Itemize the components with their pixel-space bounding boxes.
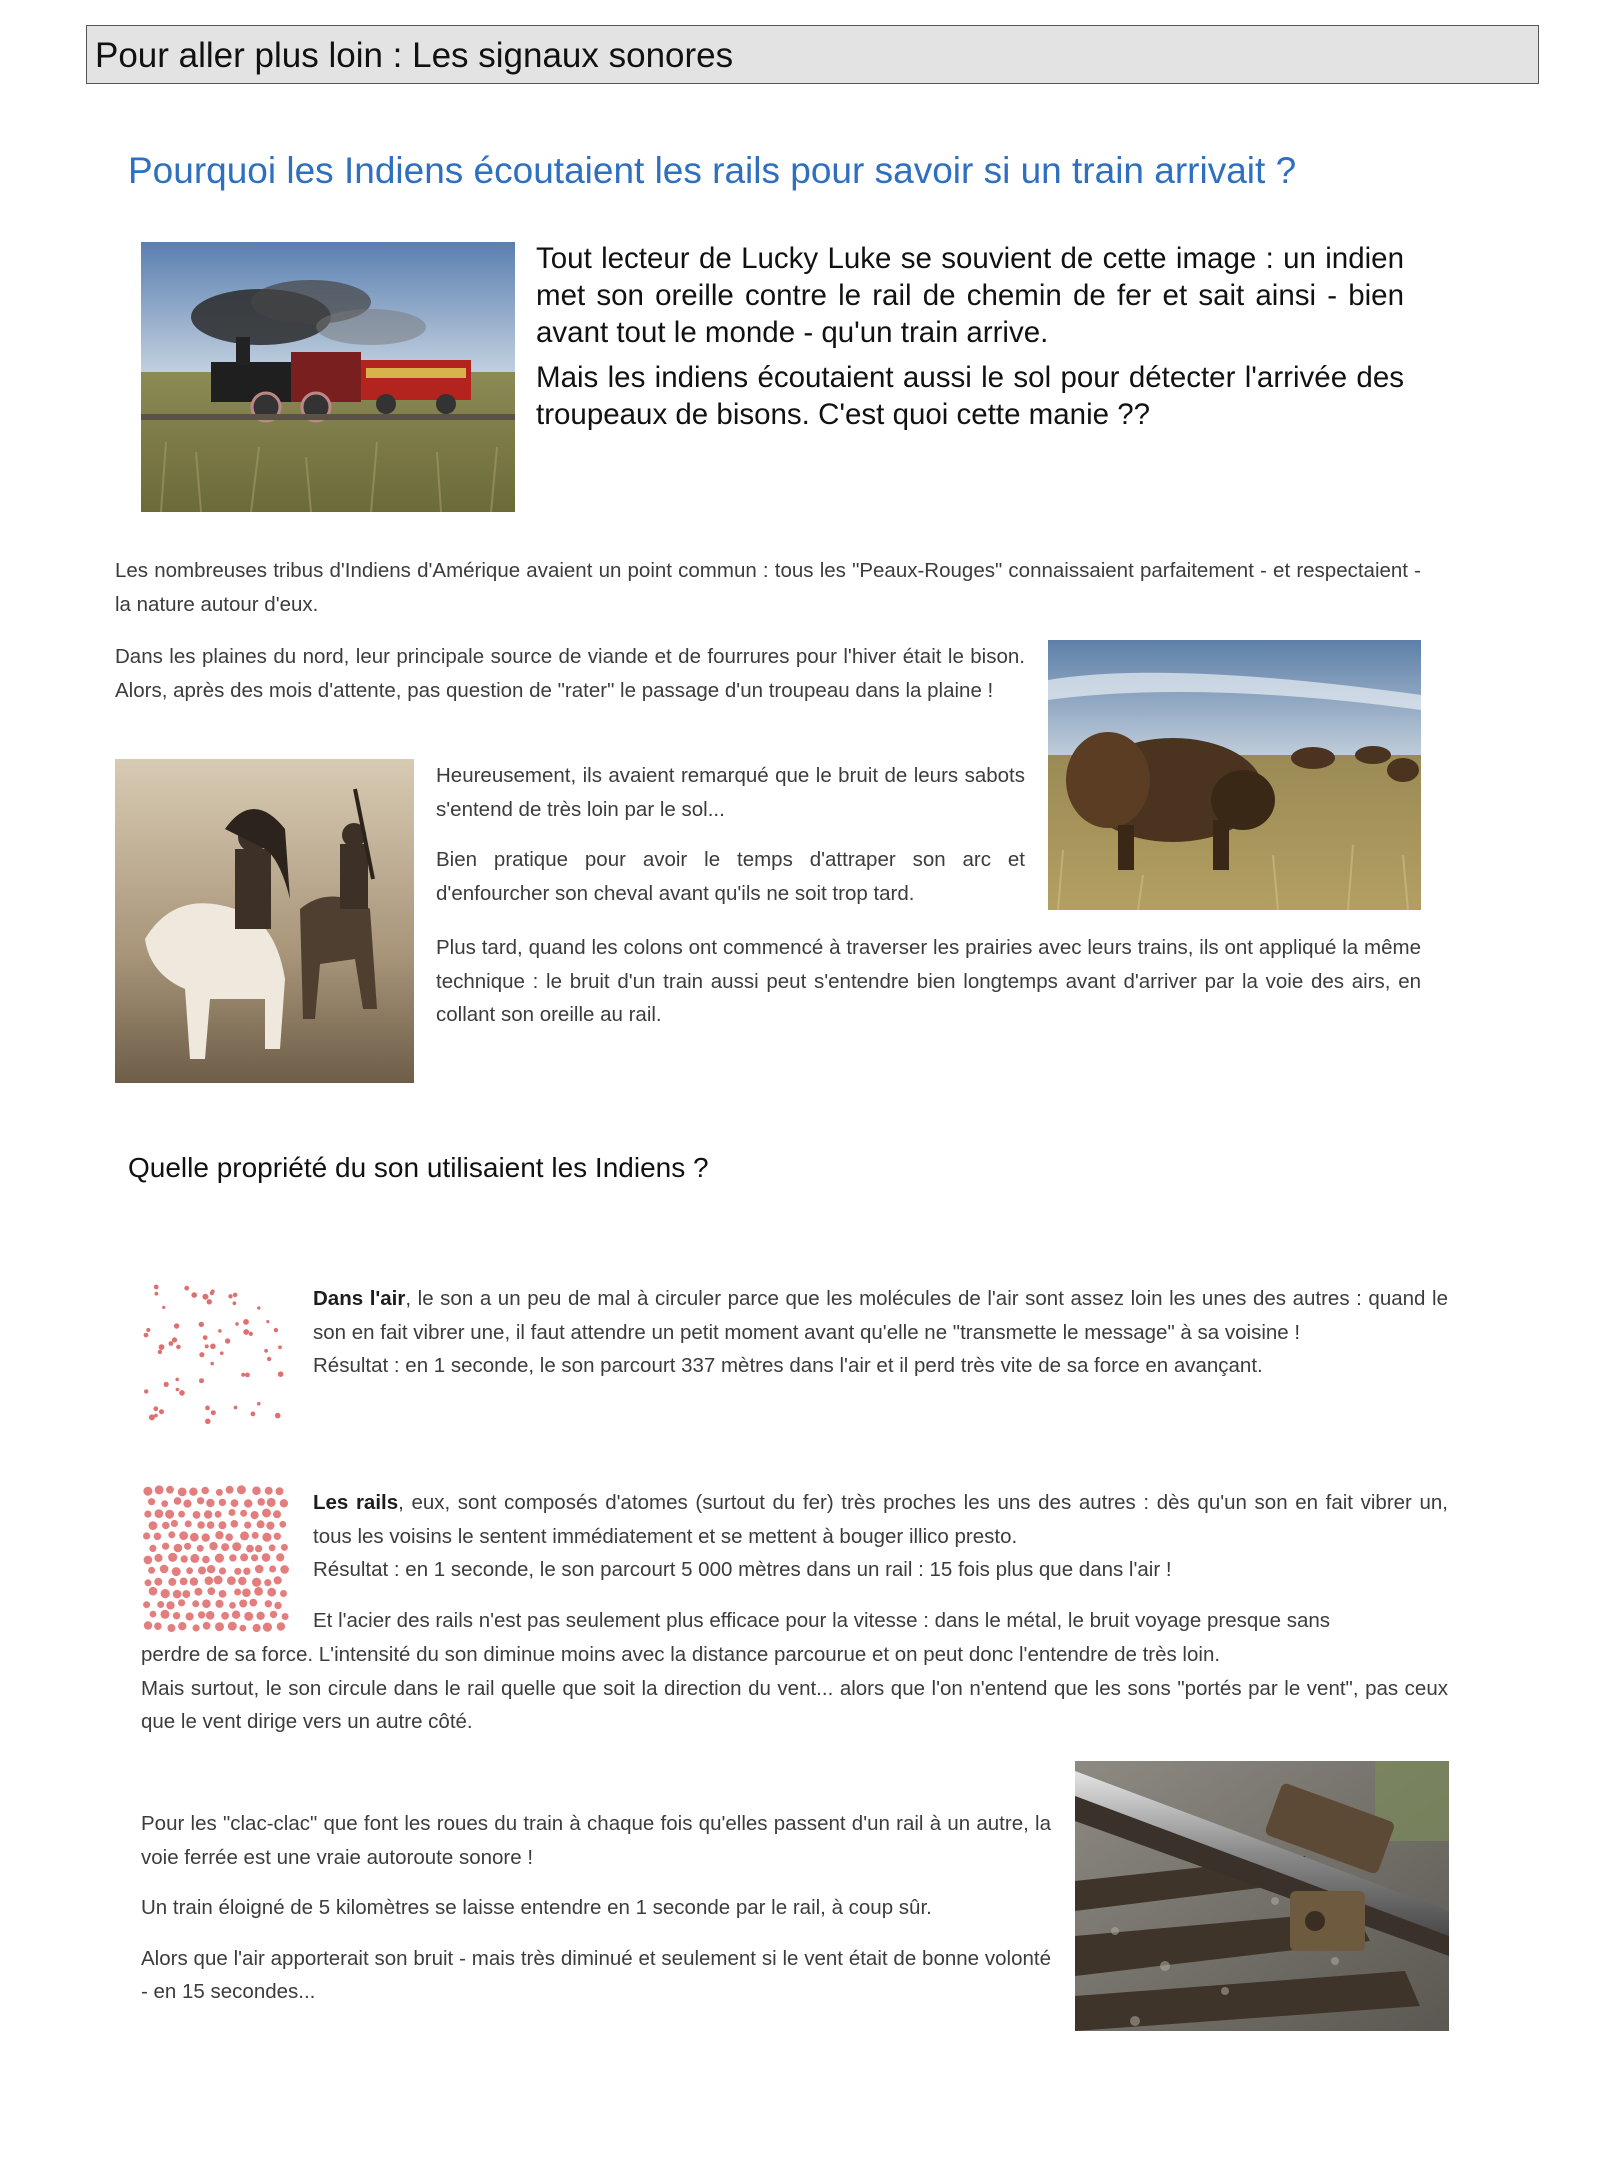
rail-atom — [255, 1545, 262, 1552]
rails-label: Les rails — [313, 1491, 399, 1514]
air-molecule — [146, 1328, 150, 1332]
rail-atom — [155, 1509, 164, 1518]
air-molecule — [249, 1332, 253, 1336]
rail-atom — [207, 1565, 215, 1573]
rail-track-photo — [1075, 1761, 1449, 2031]
rail-atom — [215, 1600, 223, 1608]
rail-atom — [185, 1520, 192, 1527]
air-molecule — [191, 1292, 197, 1298]
air-molecule — [211, 1410, 216, 1415]
paragraph-steel-first-line — [313, 1604, 1448, 1638]
rail-atom — [172, 1567, 181, 1576]
air-molecule — [278, 1345, 282, 1349]
rail-atom — [253, 1624, 261, 1632]
rail-atom — [226, 1486, 234, 1494]
rail-atom — [154, 1533, 162, 1541]
air-molecule — [172, 1337, 177, 1342]
paragraph-tribes — [115, 554, 1421, 638]
rail-atom — [178, 1511, 185, 1518]
rail-atom — [238, 1577, 246, 1585]
paragraph-air — [313, 1282, 1448, 1383]
rail-atom — [161, 1500, 168, 1507]
rail-atom — [144, 1556, 153, 1565]
rail-atom — [240, 1531, 249, 1540]
rail-atom — [277, 1622, 285, 1630]
rail-atom — [197, 1521, 205, 1529]
rail-atom — [179, 1531, 188, 1540]
rail-atom — [143, 1532, 150, 1539]
air-molecule — [176, 1345, 181, 1350]
air-molecule — [205, 1406, 210, 1411]
air-label: Dans l'air — [313, 1287, 406, 1310]
rail-atom — [182, 1590, 190, 1598]
rail-atom — [251, 1511, 259, 1519]
rail-atom — [157, 1601, 164, 1608]
rail-atom — [184, 1543, 191, 1550]
air-molecule — [278, 1371, 284, 1377]
rail-atom — [215, 1531, 223, 1539]
rail-atom — [269, 1566, 276, 1573]
air-molecule — [267, 1357, 271, 1361]
bison-photo — [1048, 640, 1421, 910]
rail-atom — [207, 1587, 215, 1595]
air-molecule — [257, 1306, 260, 1309]
rail-atom — [154, 1554, 162, 1562]
rail-atom — [167, 1624, 175, 1632]
rail-atom — [143, 1601, 150, 1608]
rail-atom — [252, 1532, 259, 1539]
rail-atom — [279, 1521, 286, 1528]
rail-atom — [280, 1499, 288, 1507]
rail-atom — [243, 1568, 250, 1575]
air-molecule — [228, 1294, 232, 1298]
rail-atom — [198, 1567, 206, 1575]
rail-atom — [229, 1602, 236, 1609]
rail-atom — [231, 1520, 239, 1528]
air-molecule — [155, 1292, 159, 1296]
air-molecule — [154, 1285, 159, 1290]
rail-atom — [256, 1612, 264, 1620]
rail-atom — [219, 1567, 226, 1574]
indians-on-horses-photo — [115, 759, 414, 1083]
rail-atom — [166, 1486, 174, 1494]
rail-atom — [255, 1565, 264, 1574]
rail-atom — [144, 1621, 152, 1629]
air-molecule — [149, 1414, 155, 1420]
rail-atom — [162, 1522, 169, 1529]
rail-atom — [202, 1533, 210, 1541]
rails-result: Résultat : en 1 seconde, le son parcourt 5 000 mètres dans un rail : 15 fois plus que dans l'air ! — [313, 1558, 1172, 1581]
rail-atom — [193, 1624, 200, 1631]
air-molecule — [225, 1338, 230, 1343]
rail-atom — [202, 1556, 210, 1564]
rail-atom — [207, 1521, 215, 1529]
paragraph-text: Heureusement, ils avaient remarqué que le bruit de leurs sabots s'entend de très loin par le sol... — [436, 764, 1025, 821]
rail-atom — [216, 1489, 223, 1496]
air-molecule — [144, 1389, 148, 1393]
air-molecule — [233, 1293, 238, 1298]
rail-atom — [214, 1576, 223, 1585]
rail-atom — [197, 1497, 204, 1504]
rail-atom — [190, 1533, 199, 1542]
rail-atom — [189, 1488, 197, 1496]
rail-atom — [270, 1611, 277, 1618]
rail-atom — [198, 1611, 205, 1618]
rail-atom — [262, 1553, 271, 1562]
rail-atom — [262, 1509, 271, 1518]
air-molecule — [153, 1406, 158, 1411]
paragraph-hooves — [436, 759, 1025, 927]
rail-atom — [257, 1520, 265, 1528]
rail-atom — [225, 1533, 233, 1541]
air-molecule — [235, 1322, 239, 1326]
rail-atom — [244, 1522, 251, 1529]
rail-atom — [274, 1533, 281, 1540]
air-result: Résultat : en 1 seconde, le son parcourt 337 mètres dans l'air et il perd très vite de sa force en avançant. — [313, 1354, 1263, 1377]
rail-atom — [209, 1542, 217, 1550]
rail-atom — [263, 1623, 272, 1632]
rail-atom — [161, 1610, 170, 1619]
air-molecule — [264, 1349, 268, 1353]
rail-atom — [234, 1589, 241, 1596]
rail-atom — [206, 1611, 215, 1620]
rail-atom — [221, 1612, 229, 1620]
paragraph-text: Pour les "clac-clac" que font les roues du train à chaque fois qu'elles passent d'un rail à un autre, la voie ferrée est une vraie autoroute sonore ! — [141, 1812, 1051, 1869]
rail-atom — [173, 1590, 182, 1599]
rail-atom — [168, 1553, 177, 1562]
paragraph-text: Les nombreuses tribus d'Indiens d'Amérique avaient un point commun : tous les "Peaux-Rouges" connaissaient parfaitement - et respectaient - la nature autour d'eux. — [115, 559, 1421, 616]
rail-atoms-diagram — [141, 1485, 289, 1635]
rail-atom — [267, 1588, 276, 1597]
rail-atom — [280, 1590, 287, 1597]
train-photo — [141, 242, 515, 512]
rail-atom — [234, 1568, 241, 1575]
rail-atom — [190, 1577, 198, 1585]
rail-atom — [257, 1498, 265, 1506]
rail-atom — [232, 1611, 240, 1619]
air-molecule — [199, 1378, 204, 1383]
rail-atom — [173, 1612, 180, 1619]
air-molecule — [274, 1328, 278, 1332]
rail-atom — [251, 1554, 258, 1561]
air-molecule — [218, 1329, 222, 1333]
air-molecule — [202, 1294, 208, 1300]
rail-atom — [244, 1612, 253, 1621]
rail-atom — [219, 1499, 226, 1506]
air-molecule — [245, 1373, 250, 1378]
air-molecule — [207, 1299, 212, 1304]
rail-atom — [239, 1600, 247, 1608]
rail-atom — [174, 1497, 182, 1505]
rail-atom — [194, 1588, 202, 1596]
air-molecule — [243, 1319, 249, 1325]
rail-atom — [204, 1510, 212, 1518]
rail-atom — [143, 1487, 152, 1496]
rail-atom — [148, 1498, 155, 1505]
paragraph-steel — [141, 1638, 1448, 1739]
air-molecule — [205, 1344, 209, 1348]
rail-atom — [165, 1510, 174, 1519]
paragraph-text: Alors que l'air apporterait son bruit - mais très diminué et seulement si le vent était de bonne volonté - en 15 secondes... — [141, 1946, 1051, 2003]
air-molecule — [154, 1414, 158, 1418]
rail-atom — [144, 1511, 151, 1518]
paragraph-text: Plus tard, quand les colons ont commencé à traverser les prairies avec leurs trains, ils ont appliqué la même technique : le bruit d'un train aussi peut s'entendre bien longtemps avant d'arriver par la voie des airs, en collant son oreille au rail. — [436, 936, 1421, 1026]
rail-atom — [273, 1510, 281, 1518]
rail-atom — [186, 1612, 194, 1620]
intro-paragraph: Mais les indiens écoutaient aussi le sol pour détecter l'arrivée des troupeaux de bisons. C'est quoi cette manie ?? — [536, 361, 1404, 431]
rail-atom — [252, 1578, 261, 1587]
air-molecule — [241, 1373, 245, 1377]
air-text: , le son a un peu de mal à circuler parce que les molécules de l'air sont assez loin les unes des autres : quand le son en fait vibrer une, il faut attendre un petit moment avant qu'elle ne "transmette le message" à sa voisine ! — [313, 1287, 1448, 1344]
rail-atom — [162, 1543, 169, 1550]
rail-atom — [240, 1553, 248, 1561]
rail-atom — [180, 1578, 188, 1586]
air-molecule — [210, 1291, 214, 1295]
rail-atom — [254, 1587, 263, 1596]
air-molecule — [266, 1320, 269, 1323]
rail-atom — [262, 1533, 271, 1542]
intro-paragraph: Tout lecteur de Lucky Luke se souvient de cette image : un indien met son oreille contre le rail de chemin de fer et sait ainsi - bien avant tout le monde - qu'un train arrive. — [536, 242, 1404, 349]
air-molecule — [162, 1306, 165, 1309]
rail-atom — [166, 1601, 174, 1609]
air-molecule — [179, 1390, 185, 1396]
air-molecule — [164, 1382, 169, 1387]
air-molecule — [257, 1402, 261, 1406]
air-molecule — [176, 1388, 180, 1392]
rail-atom — [215, 1511, 222, 1518]
rail-atom — [149, 1521, 158, 1530]
paragraph-text: Bien pratique pour avoir le temps d'attraper son arc et d'enfourcher son cheval avant qu'ils ne soit trop tard. — [436, 848, 1025, 905]
rail-atom — [190, 1554, 199, 1563]
air-molecule — [251, 1412, 256, 1417]
rail-atom — [205, 1576, 214, 1585]
air-molecule — [233, 1301, 237, 1305]
rail-atom — [186, 1567, 193, 1574]
rail-atom — [149, 1545, 156, 1552]
rail-atom — [148, 1567, 155, 1574]
rail-atom — [174, 1544, 183, 1553]
rail-atom — [265, 1600, 272, 1607]
rail-atom — [229, 1509, 236, 1516]
steel-text: Et l'acier des rails n'est pas seulement plus efficace pour la vitesse : dans le métal, le bruit voyage presque sans — [313, 1609, 1331, 1632]
rail-atom — [276, 1553, 284, 1561]
rail-atom — [221, 1543, 229, 1551]
rail-atom — [161, 1589, 170, 1598]
rail-atom — [154, 1578, 162, 1586]
air-molecule — [199, 1322, 204, 1327]
rail-atom — [237, 1485, 246, 1494]
rail-atom — [228, 1622, 237, 1631]
paragraph-clac-clac — [141, 1807, 1051, 2026]
air-molecule — [210, 1344, 216, 1350]
rail-atom — [280, 1565, 289, 1574]
air-molecule — [234, 1406, 238, 1410]
paragraph-text: Un train éloigné de 5 kilomètres se laisse entendre en 1 seconde par le rail, à coup sûr. — [141, 1896, 932, 1919]
rail-atom — [171, 1520, 178, 1527]
rail-atom — [160, 1565, 169, 1574]
rail-atom — [178, 1599, 185, 1606]
rail-atom — [193, 1511, 201, 1519]
rail-atom — [192, 1600, 199, 1607]
rail-atom — [240, 1510, 247, 1517]
air-molecule — [158, 1350, 162, 1354]
rail-atom — [178, 1622, 186, 1630]
section-title: Quelle propriété du son utilisaient les Indiens ? — [128, 1152, 709, 1183]
air-molecule — [175, 1378, 179, 1382]
rail-atom — [276, 1487, 284, 1495]
rail-atom — [219, 1590, 227, 1598]
paragraph-rails — [313, 1486, 1448, 1587]
rail-atom — [244, 1499, 252, 1507]
air-molecule — [169, 1341, 174, 1346]
rails-text: , eux, sont composés d'atomes (surtout du fer) très proches les uns des autres : dès qu'un son en fait vibrer un, tous les voisins le sentent immédiatement et se mettent à bouger illico presto. — [313, 1491, 1448, 1548]
air-molecule — [210, 1362, 214, 1366]
paragraph-bison — [115, 640, 1025, 724]
rail-atom — [201, 1487, 209, 1495]
air-molecules-diagram — [141, 1280, 286, 1430]
air-molecule — [174, 1323, 179, 1328]
steel-text: perdre de sa force. L'intensité du son diminue moins avec la distance parcourue et on peut donc l'entendre de très loin. — [141, 1643, 1221, 1666]
page-header — [86, 25, 1539, 84]
air-molecule — [243, 1329, 249, 1335]
rail-atom — [274, 1576, 282, 1584]
rail-atom — [181, 1555, 188, 1562]
air-molecule — [184, 1286, 189, 1291]
rail-atom — [232, 1542, 241, 1551]
rail-atom — [227, 1576, 236, 1585]
air-molecule — [205, 1419, 211, 1425]
rail-atom — [229, 1554, 236, 1561]
rail-atom — [203, 1622, 211, 1630]
rail-atom — [183, 1500, 191, 1508]
rail-atom — [246, 1545, 254, 1553]
rail-atom — [252, 1486, 261, 1495]
rail-atom — [274, 1602, 281, 1609]
page-title: Pourquoi les Indiens écoutaient les rails pour savoir si un train arrivait ? — [128, 150, 1297, 191]
wind-text: Mais surtout, le son circule dans le rail quelle que soit la direction du vent... alors que l'on n'entend que les sons "portés par le vent", pas ceux que le vent dirige vers un autre côté. — [141, 1676, 1448, 1733]
rail-atom — [202, 1599, 211, 1608]
rail-atom — [281, 1544, 288, 1551]
rail-atom — [178, 1488, 187, 1497]
rail-atom — [265, 1487, 273, 1495]
rail-atom — [266, 1522, 274, 1530]
rail-atom — [215, 1622, 224, 1631]
rail-atom — [145, 1579, 152, 1586]
rail-atom — [218, 1521, 226, 1529]
paragraph-colonists — [436, 931, 1421, 1049]
rail-atom — [267, 1498, 276, 1507]
rail-atom — [239, 1625, 246, 1632]
rail-atom — [215, 1554, 224, 1563]
air-molecule — [144, 1333, 149, 1338]
rail-atom — [269, 1544, 276, 1551]
header-title: Pour aller plus loin : Les signaux sonores — [95, 36, 734, 75]
rail-atom — [231, 1499, 239, 1507]
rail-atom — [197, 1545, 204, 1552]
rail-atom — [150, 1611, 157, 1618]
air-molecule — [203, 1335, 208, 1340]
rail-atom — [155, 1485, 164, 1494]
paragraph-text: Dans les plaines du nord, leur principale source de viande et de fourrures pour l'hiver était le bison. Alors, après des mois d'attente, pas question de "rater" le passage d'un troupeau dans la plaine ! — [115, 645, 1025, 702]
rail-atom — [242, 1588, 251, 1597]
air-molecule — [159, 1409, 164, 1414]
air-molecule — [275, 1413, 281, 1419]
air-molecule — [159, 1344, 165, 1350]
rail-atom — [149, 1587, 158, 1596]
intro-text — [536, 240, 1404, 441]
air-molecule — [199, 1352, 204, 1357]
rail-atom — [154, 1622, 162, 1630]
rail-atom — [168, 1531, 175, 1538]
rail-atom — [264, 1579, 271, 1586]
rail-atom — [282, 1613, 289, 1620]
rail-atom — [168, 1578, 176, 1586]
rail-atom — [206, 1499, 214, 1507]
air-molecule — [220, 1351, 224, 1355]
rail-atom — [249, 1599, 257, 1607]
